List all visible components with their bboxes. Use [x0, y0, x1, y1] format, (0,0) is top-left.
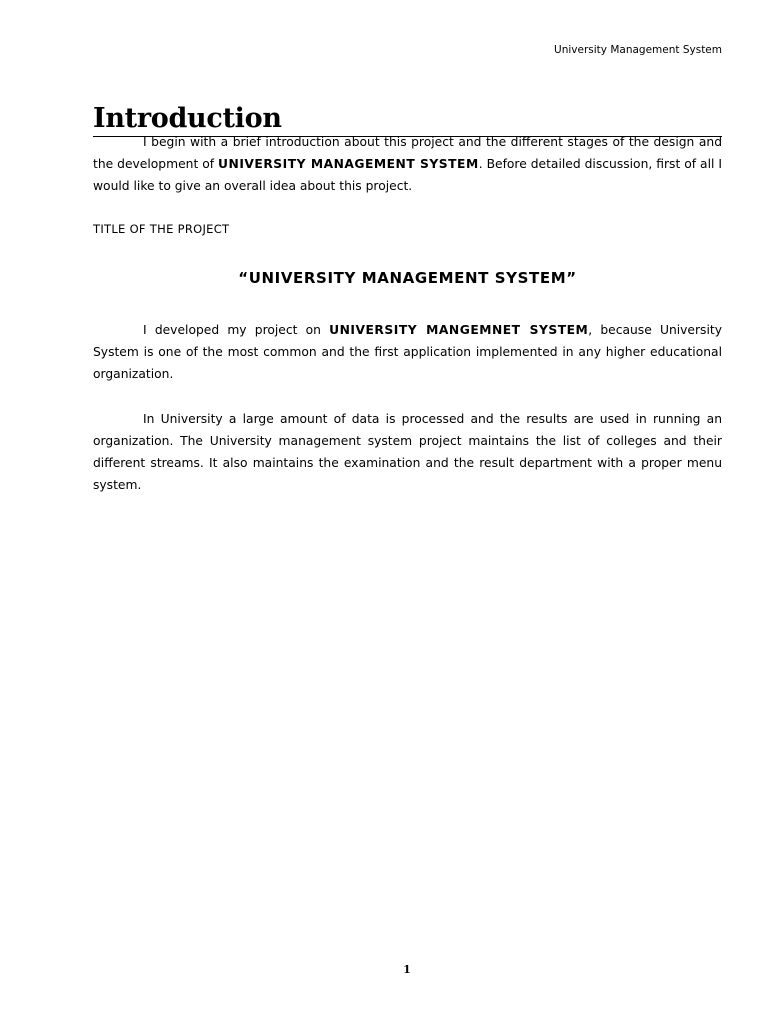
running-header: University Management System — [554, 44, 722, 56]
intro-text-start: I begin with a brief introduction about this project and the different stages of the design and the development of — [93, 135, 722, 171]
intro-emphasis: UNIVERSITY MANAGEMENT SYSTEM — [218, 157, 479, 171]
page-number: 1 — [403, 963, 411, 976]
project-rationale-paragraph — [93, 319, 722, 385]
page-title: Introduction — [93, 102, 722, 137]
project-title: “UNIVERSITY MANAGEMENT SYSTEM” — [238, 269, 577, 287]
intro-paragraph — [93, 131, 722, 197]
project-scope-paragraph: In University a large amount of data is processed and the results are used in running an organization. The University management system project maintains the list of colleges and their different streams. It also maintains the examination and the result department with a proper menu system. — [93, 412, 722, 492]
rationale-text-end: , because University System is one of the most common and the first application implemented in any higher educational organization. — [93, 323, 722, 381]
intro-text-end: . Before detailed discussion, first of all I would like to give an overall idea about this project. — [93, 157, 722, 193]
section-label: TITLE OF THE PROJECT — [93, 222, 230, 236]
rationale-text-start: I developed my project on — [143, 323, 330, 337]
rationale-emphasis: UNIVERSITY MANGEMNET SYSTEM — [329, 323, 589, 337]
